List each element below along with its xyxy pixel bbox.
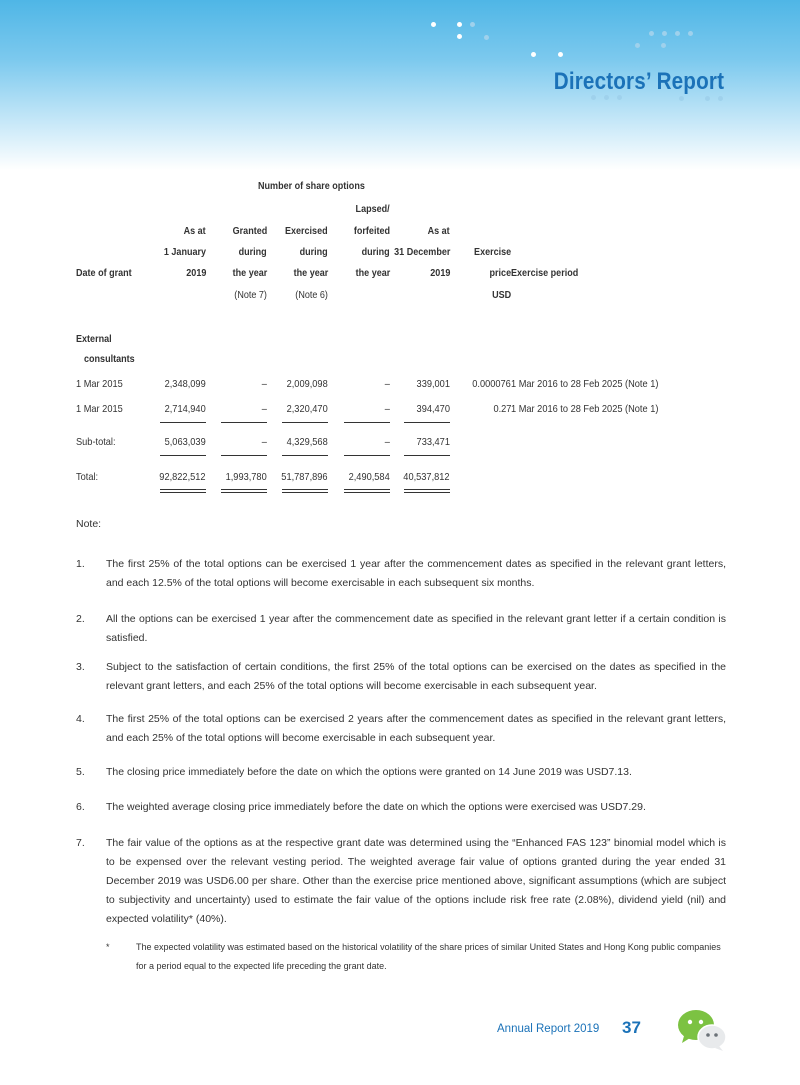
section-label: External [76,333,112,345]
page-number: 37 [622,1018,641,1037]
footer-report-label: Annual Report 2019 [497,1023,600,1035]
total-double-rule [160,489,206,493]
col-header-period: Exercise period [511,267,579,279]
total-rule [160,455,206,456]
section-label-cont: consultants [84,353,135,365]
subtotal-rule [160,422,206,423]
group-header: Number of share options [258,180,365,192]
page-title: Directors’ Report [553,68,724,95]
notes-heading: Note: [76,518,102,530]
col-header-date: Date of grant [76,267,132,279]
wechat-logo-icon [676,1008,728,1052]
